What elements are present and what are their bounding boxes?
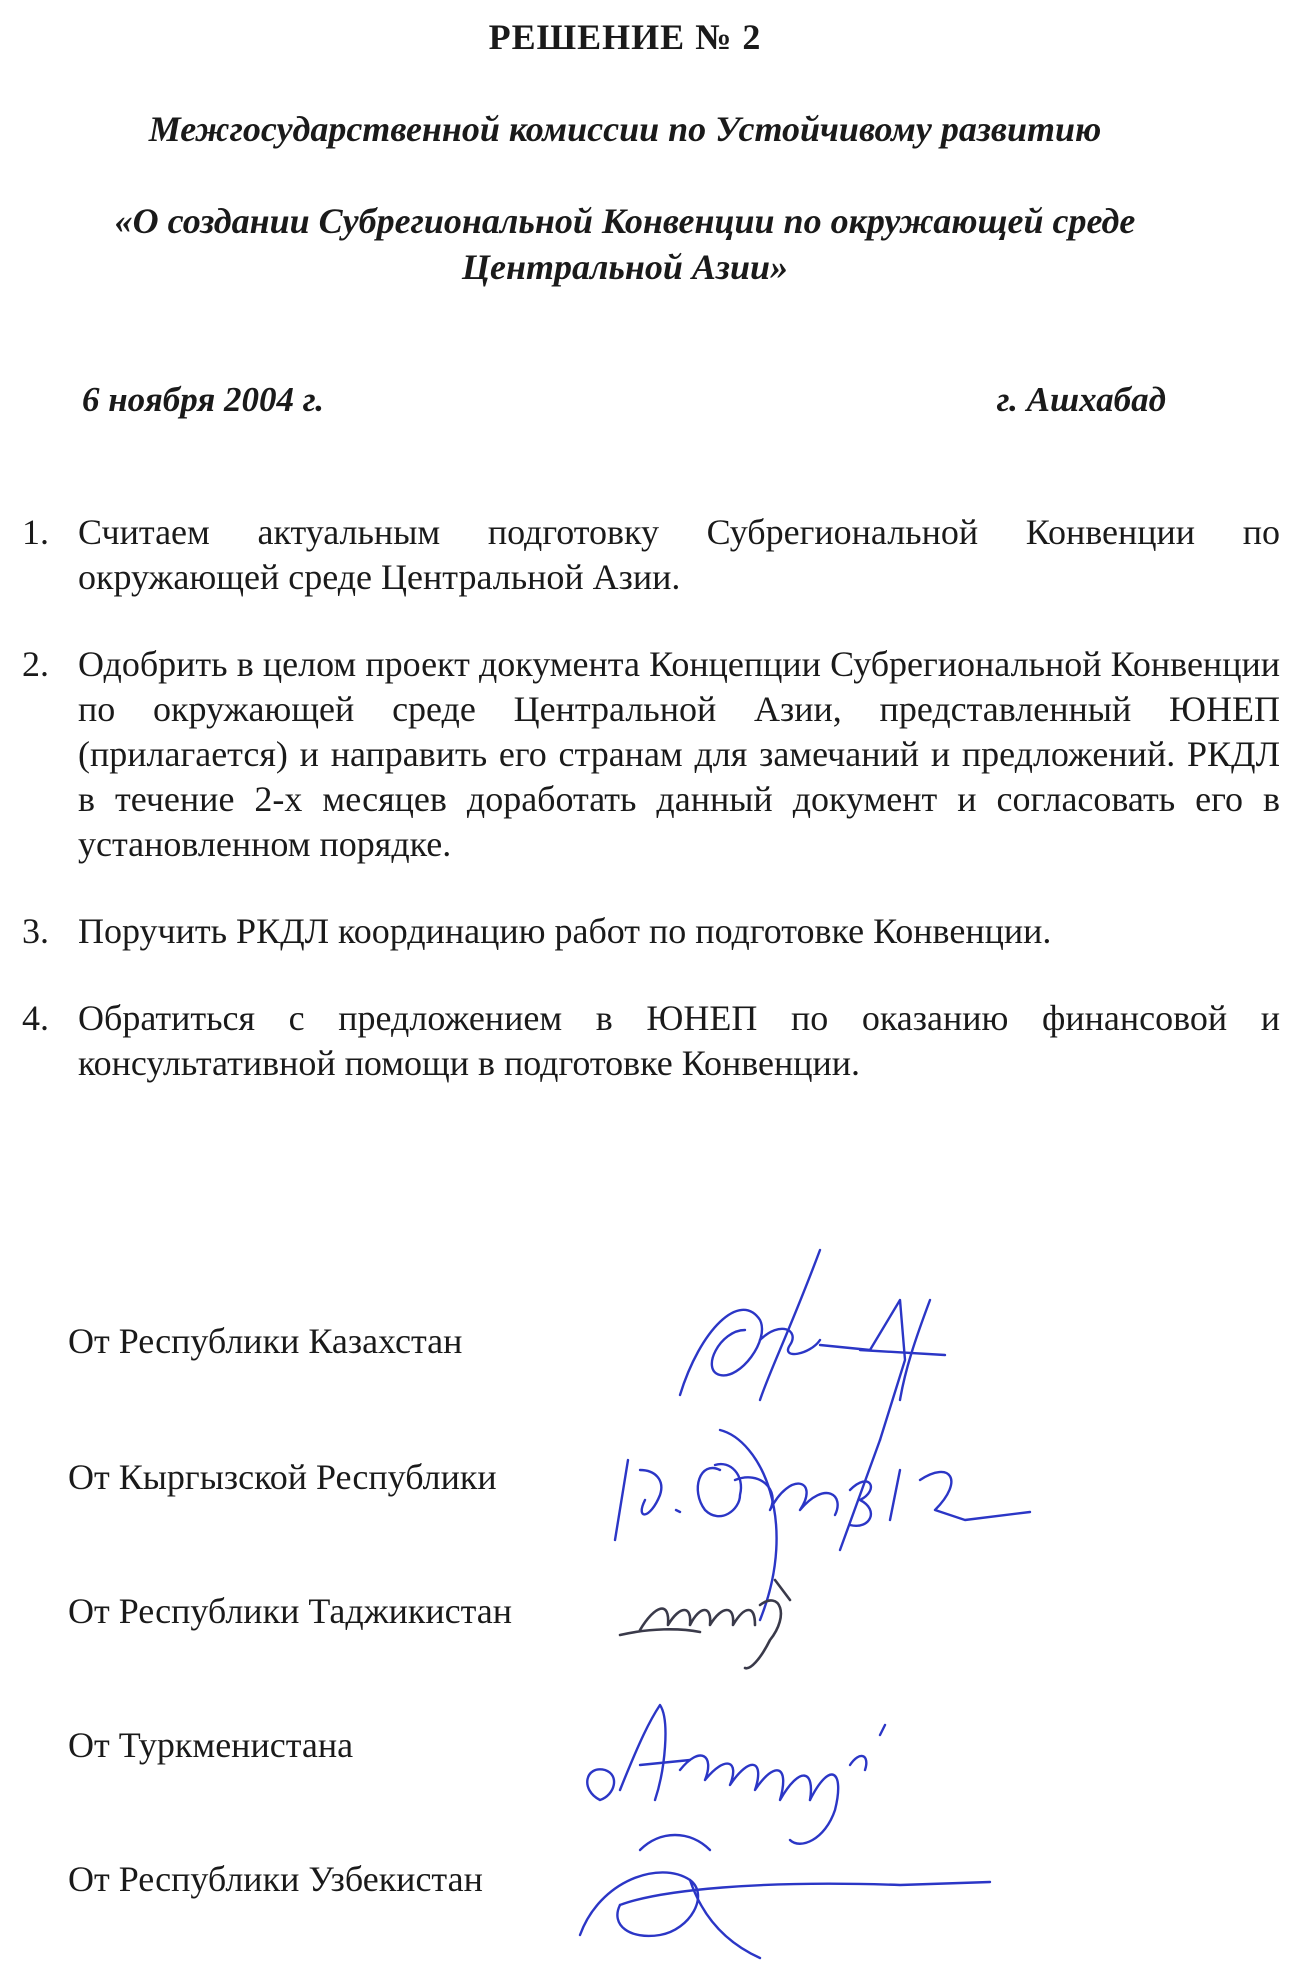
- decision-item: [22, 510, 1280, 600]
- document-place: г. Ашхабад: [996, 380, 1166, 419]
- signatory-uzbekistan: От Республики Узбекистан: [68, 1859, 483, 1899]
- signature-uzbekistan-icon: [580, 1835, 990, 1958]
- document-title: РЕШЕНИЕ № 2: [488, 17, 762, 57]
- decision-item: [22, 642, 1280, 867]
- item-number: 4.: [22, 998, 49, 1038]
- document-date: 6 ноября 2004 г.: [82, 380, 324, 419]
- signature-kyrgyzstan-icon: [615, 1430, 1030, 1620]
- item-text: Одобрить в целом проект документа Концепции Субрегиональной Конвенции по окружающей среде Центральной Азии, представленный ЮНЕП (прилагается) и направить его странам для замечаний и предложений. РКДЛ в течение 2-х месяцев доработать данный документ и согласовать его в установленном порядке.: [78, 644, 1280, 864]
- signature-turkmenistan-icon: [587, 1705, 885, 1844]
- document-subtitle-topic: «О создании Субрегиональной Конвенции по окружающей среде Центральной Азии»: [114, 201, 1136, 287]
- item-text: Поручить РКДЛ координацию работ по подготовке Конвенции.: [78, 911, 1052, 951]
- item-number: 2.: [22, 644, 49, 684]
- document-subtitle-commission: Межгосударственной комиссии по Устойчивому развитию: [148, 109, 1102, 149]
- decision-items-list: [22, 510, 1280, 1128]
- item-text: Считаем актуальным подготовку Субрегиональной Конвенции по окружающей среде Центральной Азии.: [78, 512, 1280, 597]
- signature-kazakhstan-icon: [680, 1250, 945, 1440]
- signature-tajikistan-icon: [620, 1580, 790, 1668]
- item-number: 1.: [22, 512, 49, 552]
- decision-item: [22, 996, 1280, 1086]
- signatory-kazakhstan: От Республики Казахстан: [68, 1321, 463, 1361]
- signatory-turkmenistan: От Туркменистана: [68, 1725, 354, 1765]
- item-number: 3.: [22, 911, 49, 951]
- decision-item: [22, 909, 1280, 954]
- item-text: Обратиться с предложением в ЮНЕП по оказанию финансовой и консультативной помощи в подготовке Конвенции.: [78, 998, 1280, 1083]
- signatory-tajikistan: От Республики Таджикистан: [68, 1591, 513, 1631]
- signatory-kyrgyzstan: От Кыргызской Республики: [68, 1457, 497, 1497]
